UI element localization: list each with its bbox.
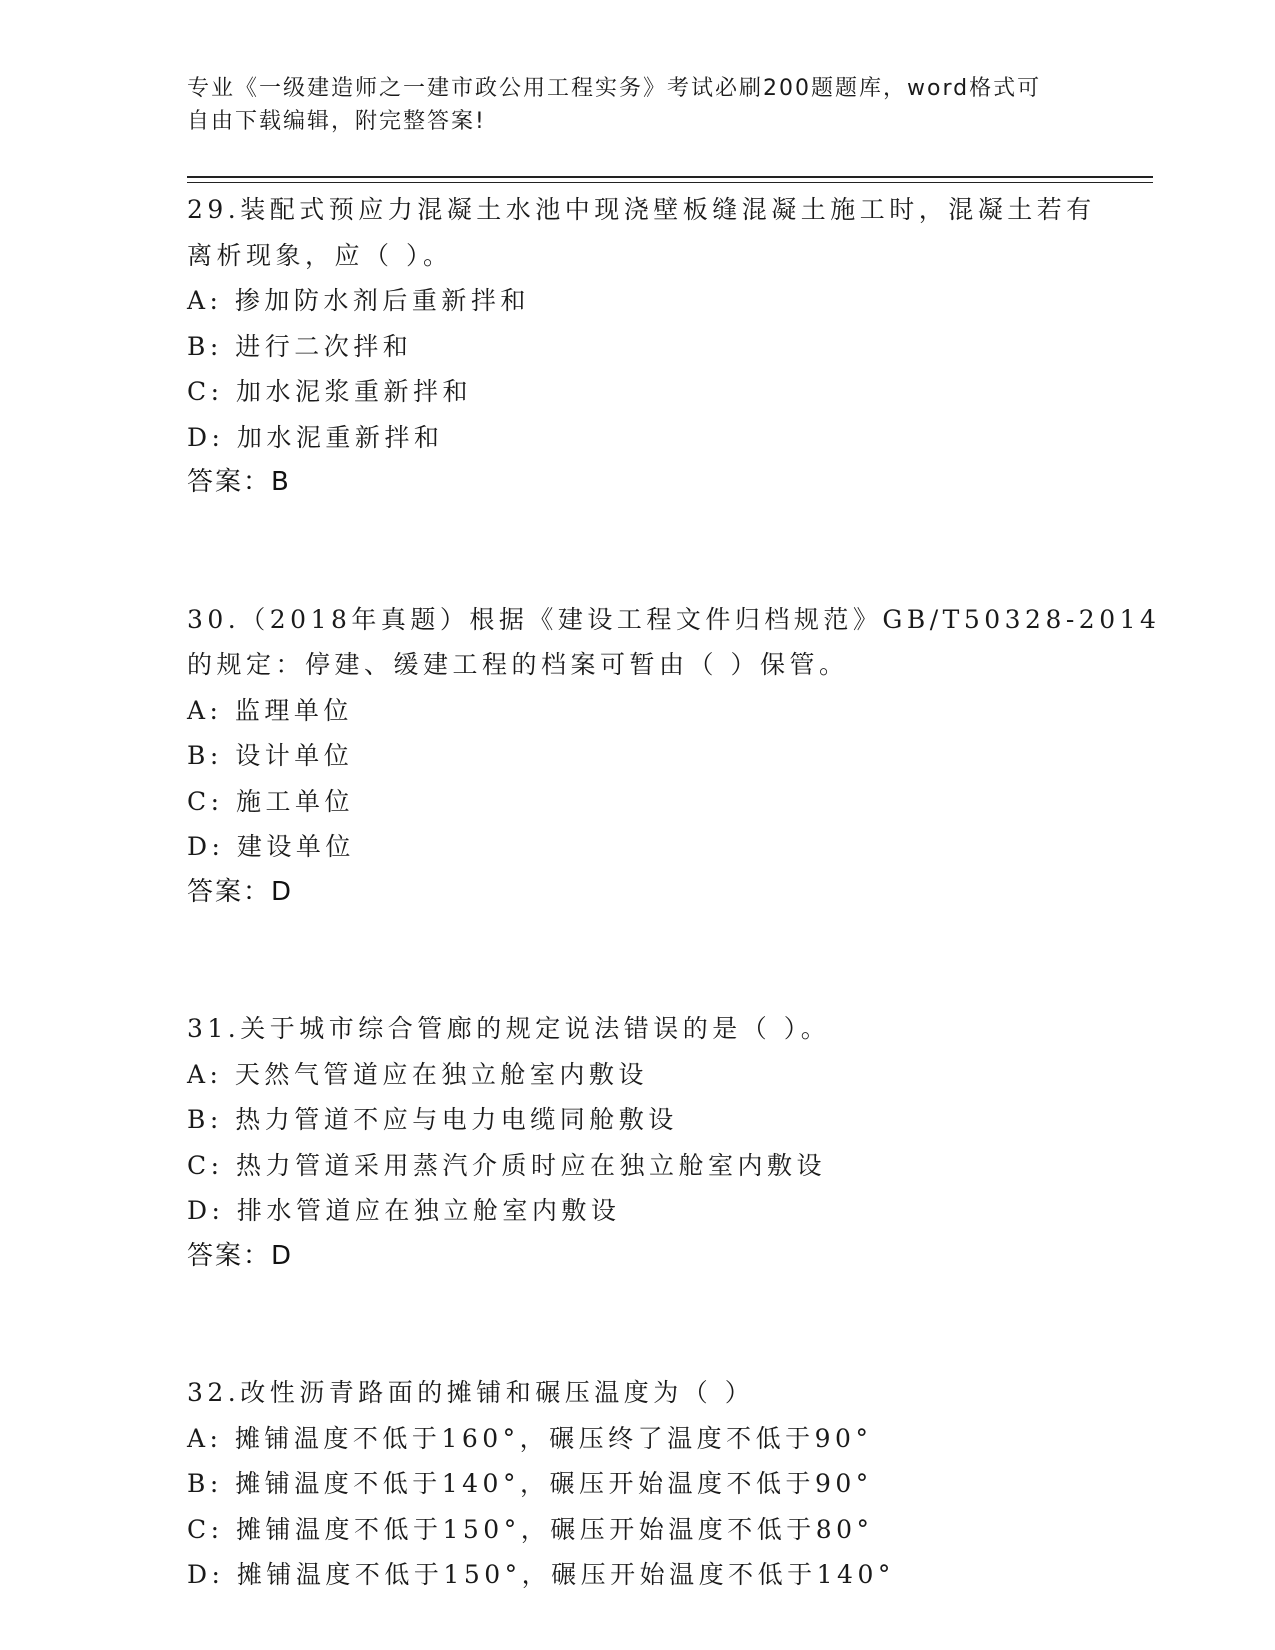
option-b: B: 设计单位 xyxy=(187,741,354,770)
header-line-1: 专业《一级建造师之一建市政公用工程实务》考试必刷200题题库，word格式可 xyxy=(187,76,1042,101)
question-spacer xyxy=(187,915,1087,1006)
answer-label: 答案：B xyxy=(187,467,291,497)
question-spacer xyxy=(187,506,1087,597)
answer-label: 答案：D xyxy=(187,876,294,907)
question-text: 32.改性沥青路面的摊铺和碾压温度为（ ） xyxy=(187,1378,755,1407)
answer-label: 答案：D xyxy=(187,1240,294,1271)
option-b: B: 进行二次拌和 xyxy=(187,331,413,361)
option-b: B: 热力管道不应与电力电缆同舱敷设 xyxy=(187,1105,678,1134)
question-text: 31.关于城市综合管廊的规定说法错误的是（ ）。 xyxy=(187,1014,831,1043)
option-a: A: 掺加防水剂后重新拌和 xyxy=(187,286,530,315)
option-c: C: 施工单位 xyxy=(187,786,354,816)
option-d: D: 摊铺温度不低于150°，碾压开始温度不低于140° xyxy=(187,1560,895,1589)
option-c: C: 摊铺温度不低于150°，碾压开始温度不低于80° xyxy=(187,1514,874,1544)
option-c: C: 加水泥浆重新拌和 xyxy=(187,377,472,406)
question-32 xyxy=(187,1370,1087,1598)
question-text: 30.（2018年真题）根据《建设工程文件归档规范》GB/T50328-2014 xyxy=(187,604,1161,634)
header-divider-thick xyxy=(187,176,1153,178)
question-29 xyxy=(187,187,1096,506)
document-header xyxy=(187,72,1067,138)
option-c: C: 热力管道采用蒸汽介质时应在独立舱室内敷设 xyxy=(187,1150,826,1180)
option-d: D: 排水管道应在独立舱室内敷设 xyxy=(187,1196,621,1225)
header-divider-thin xyxy=(187,182,1153,183)
question-text: 的规定：停建、缓建工程的档案可暂由（ ）保管。 xyxy=(187,650,849,679)
question-31 xyxy=(187,1006,1087,1279)
option-d: D: 加水泥重新拌和 xyxy=(187,422,444,452)
option-b: B: 摊铺温度不低于140°，碾压开始温度不低于90° xyxy=(187,1469,873,1498)
option-a: A: 摊铺温度不低于160°，碾压终了温度不低于90° xyxy=(187,1423,873,1453)
header-line-2: 自由下载编辑，附完整答案! xyxy=(187,109,486,134)
question-list xyxy=(187,187,1161,1598)
option-a: A: 天然气管道应在独立舱室内敷设 xyxy=(187,1059,648,1089)
option-d: D: 建设单位 xyxy=(187,832,355,861)
question-spacer xyxy=(187,1279,1087,1370)
question-30 xyxy=(187,597,1161,916)
question-text: 离析现象，应（ ）。 xyxy=(187,240,453,270)
option-a: A: 监理单位 xyxy=(187,695,353,725)
question-text: 29.装配式预应力混凝土水池中现浇壁板缝混凝土施工时，混凝土若有 xyxy=(187,195,1096,224)
